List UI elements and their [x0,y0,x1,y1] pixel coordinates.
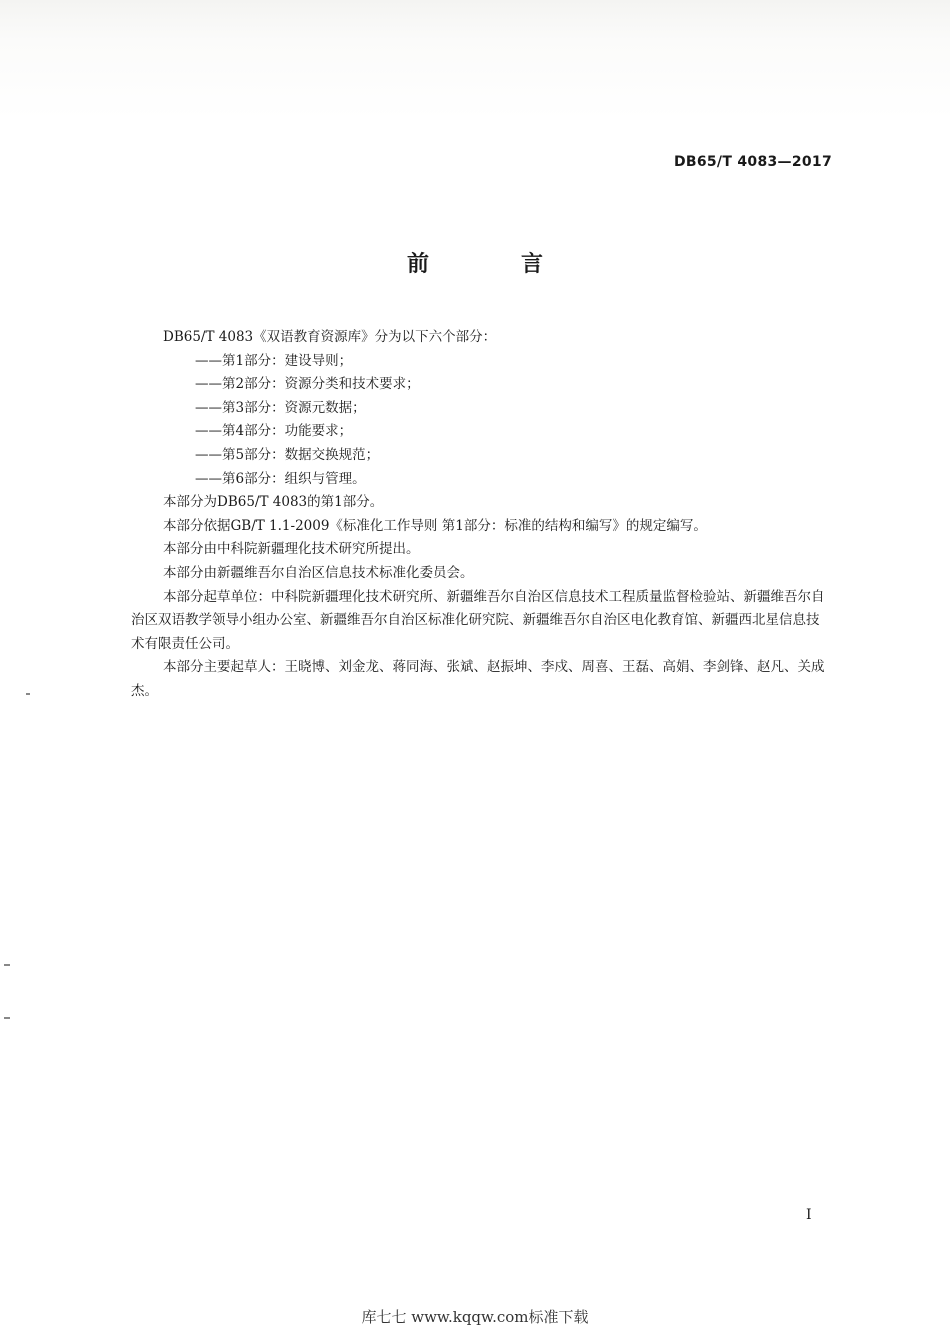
scan-artifact [26,693,30,695]
scan-artifact [4,964,10,966]
scan-artifact [4,1017,10,1019]
drafting-rules-paragraph: 本部分依据GB/T 1.1-2009《标准化工作导则 第1部分：标准的结构和编写》的规定编写。 [163,517,707,534]
drafting-units-paragraph: 本部分起草单位：中科院新疆理化技术研究所、新疆维吾尔自治区信息技术工程质量监督检验站、新疆维吾尔自治区双语教学领导小组办公室、新疆维吾尔自治区标准化研究院、新疆维吾尔自治区电化教育馆、新疆西北星信息技术有限责任公司。 [131,588,825,652]
part-list-item: ——第2部分：资源分类和技术要求； [195,376,420,393]
part-list-item: ——第3部分：资源元数据； [195,399,366,416]
document-code: DB65/T 4083—2017 [673,154,832,170]
part-list-item: ——第4部分：功能要求； [195,423,353,440]
foreword-body [131,326,831,704]
committee-paragraph: 本部分由新疆维吾尔自治区信息技术标准化委员会。 [163,564,474,581]
title-char-2: 言 [521,252,544,277]
part-list-item: ——第6部分：组织与管理。 [195,470,366,487]
watermark-text: 库七七 www.kqqw.com标准下载 [361,1308,589,1326]
title-char-1: 前 [406,252,429,277]
part-statement: 本部分为DB65/T 4083的第1部分。 [163,494,384,511]
page-title [0,247,950,278]
part-list-item: ——第5部分：数据交换规范； [195,446,380,463]
intro-paragraph: DB65/T 4083《双语教育资源库》分为以下六个部分： [163,329,497,345]
drafters-paragraph: 本部分主要起草人：王晓博、刘金龙、蒋同海、张斌、赵振坤、李戍、周喜、王磊、高娟、李剑锋、赵凡、关成杰。 [131,659,825,699]
page-number: I [806,1207,812,1223]
proposer-paragraph: 本部分由中科院新疆理化技术研究所提出。 [163,541,420,558]
part-list-item: ——第1部分：建设导则； [195,352,353,369]
